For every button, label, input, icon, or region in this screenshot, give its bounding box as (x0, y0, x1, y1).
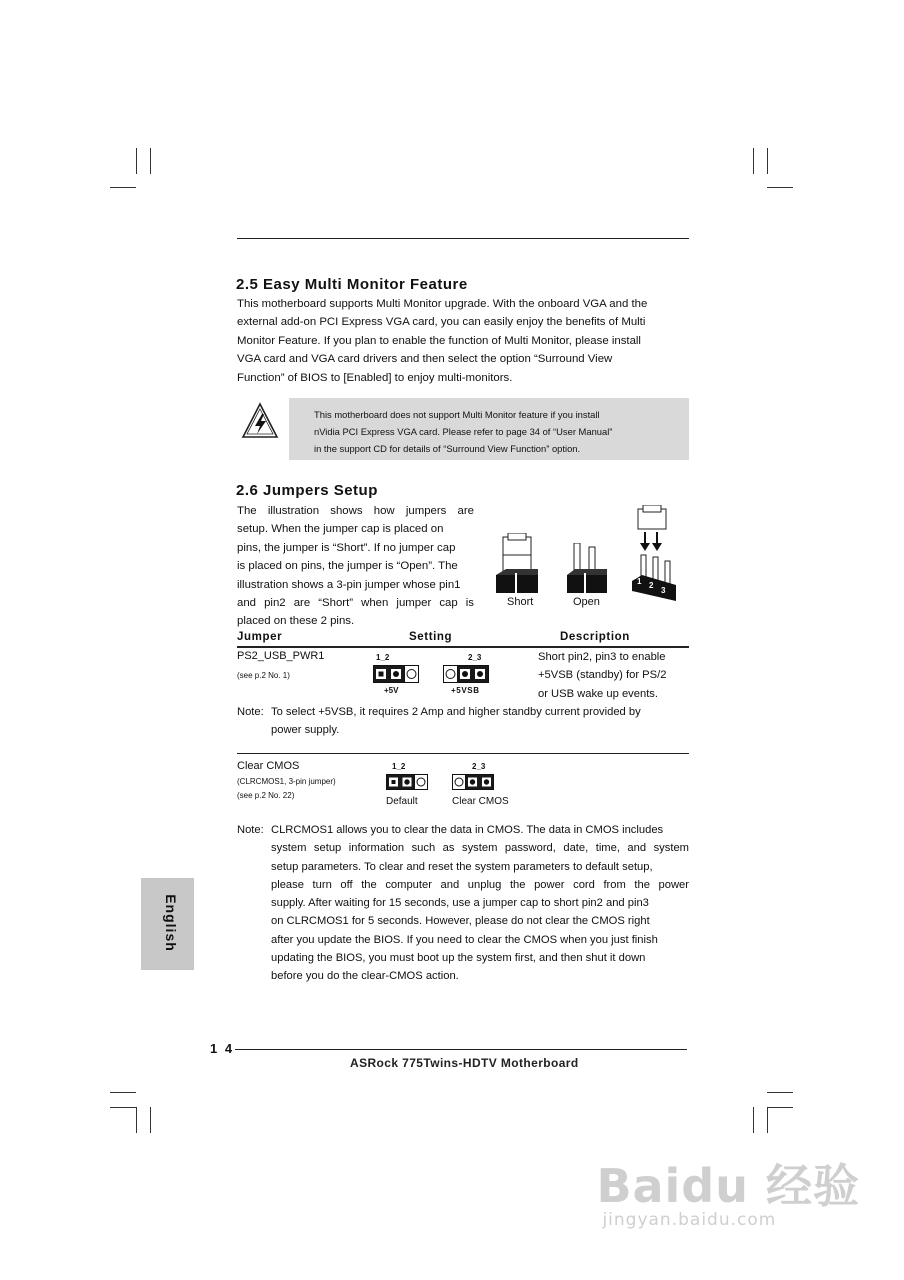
pin-range-label: 2_3 (472, 762, 486, 771)
cmos-note (271, 821, 689, 986)
note-text-line: updating the BIOS, you must boot up the system first, and then shut it down (271, 952, 646, 965)
text-line: This motherboard supports Multi Monitor upgrade. With the onboard VGA and the (237, 298, 648, 310)
top-rule (237, 238, 689, 239)
pin-range-label: 1_2 (376, 653, 390, 662)
jumper-name-ps2-usb-pwr1: PS2_USB_PWR1 (237, 650, 325, 662)
jumper-pins-2-3-ps2 (443, 665, 489, 683)
pin-range-label: 2_3 (468, 653, 482, 662)
jumper-sub-clrcmos1: (CLRCMOS1, 3-pin jumper) (237, 777, 336, 786)
description-line: +5VSB (standby) for PS/2 (538, 669, 667, 682)
warning-note-box (289, 398, 689, 460)
note-text-line: system setup information such as system password, date, time, and system (271, 842, 689, 855)
open-jumper-illustration (565, 543, 609, 597)
multi-monitor-paragraph (237, 295, 689, 387)
crop-mark (767, 1107, 793, 1108)
text-line: Monitor Feature. If you plan to enable the function of Multi Monitor, please install (237, 334, 641, 347)
crop-mark (136, 148, 137, 174)
warning-icon (240, 401, 280, 441)
crop-mark (753, 148, 754, 174)
pin-number: 1 (637, 577, 642, 586)
language-label: English (163, 894, 179, 952)
ps2-note (271, 703, 689, 740)
crop-mark (767, 148, 768, 174)
footer-title: ASRock 775Twins-HDTV Motherboard (350, 1056, 579, 1070)
jumper-pins-2-3-cmos (452, 774, 494, 790)
pin-number: 3 (661, 586, 666, 595)
row-divider (237, 753, 689, 754)
description-line: Short pin2, pin3 to enable (538, 651, 666, 663)
crop-mark (110, 1092, 136, 1093)
text-line: The illustration shows how jumpers are (237, 505, 474, 517)
page-number: 1 4 (210, 1041, 235, 1056)
text-line: pins, the jumper is “Short”. If no jumper cap (237, 541, 456, 554)
crop-mark (110, 187, 136, 188)
footer-rule (235, 1049, 687, 1050)
jumper-name-clear-cmos: Clear CMOS (237, 760, 300, 772)
note-line: This motherboard does not support Multi Monitor feature if you install (314, 409, 600, 420)
note-line: nVidia PCI Express VGA card. Please refer to page 34 of “User Manual” (314, 426, 613, 437)
crop-mark (150, 1107, 151, 1133)
setting-label-default: Default (386, 796, 418, 807)
language-side-tab (141, 878, 194, 970)
note-text-line: To select +5VSB, it requires 2 Amp and higher standby current provided by (271, 706, 641, 718)
crop-mark (767, 1092, 793, 1093)
column-header-jumper: Jumper (237, 631, 283, 643)
short-label: Short (507, 596, 534, 608)
text-line: placed on these 2 pins. (237, 615, 355, 628)
jumpers-paragraph (237, 502, 474, 631)
crop-mark (767, 1107, 768, 1133)
jumper-ref-cmos: (see p.2 No. 22) (237, 791, 295, 800)
text-line: VGA card and VGA card drivers and then select the option “Surround View (237, 353, 613, 366)
column-header-setting: Setting (409, 631, 453, 643)
three-pin-jumper-illustration (630, 505, 678, 605)
open-label: Open (573, 596, 600, 608)
crop-mark (136, 1107, 137, 1133)
note-text-line: supply. After waiting for 15 seconds, use a jumper cap to short pin2 and pin3 (271, 897, 649, 910)
crop-mark (110, 1107, 136, 1108)
cmos-note-label: Note: (237, 824, 264, 836)
setting-label-clear-cmos: Clear CMOS (452, 796, 509, 807)
note-line: in the support CD for details of “Surround View Function” option. (314, 443, 581, 454)
baidu-watermark (596, 1150, 860, 1230)
watermark-brand: Baidu 经验 (596, 1159, 860, 1213)
note-text-line: please turn off the computer and unplug the power cord from the power (271, 878, 689, 891)
text-line: setup. When the jumper cap is placed on (237, 523, 444, 536)
watermark-url: jingyan.baidu.com (602, 1210, 777, 1230)
column-header-description: Description (560, 631, 630, 643)
jumper-pins-1-2-ps2 (373, 665, 419, 683)
pin-range-label: 1_2 (392, 762, 406, 771)
note-text-line: on CLRCMOS1 for 5 seconds. However, please do not clear the CMOS right (271, 915, 650, 928)
ps2-description (538, 648, 689, 703)
text-line: external add-on PCI Express VGA card, you can easily enjoy the benefits of Multi (237, 316, 646, 329)
note-text-line: before you do the clear-CMOS action. (271, 970, 459, 983)
note-text-line: CLRCMOS1 allows you to clear the data in CMOS. The data in CMOS includes (271, 824, 664, 836)
crop-mark (753, 1107, 754, 1133)
pin-number: 2 (649, 581, 654, 590)
section-heading-jumpers: 2.6 Jumpers Setup (236, 482, 378, 499)
text-line: is placed on pins, the jumper is “Open”. The (237, 560, 458, 573)
section-heading-multi-monitor: 2.5 Easy Multi Monitor Feature (236, 276, 468, 293)
text-line: Function” of BIOS to [Enabled] to enjoy multi-monitors. (237, 371, 513, 384)
note-text-line: power supply. (271, 724, 340, 737)
pin-voltage-label: +5VSB (451, 686, 480, 695)
text-line: illustration shows a 3-pin jumper whose pin1 (237, 578, 461, 591)
jumper-pins-1-2-cmos (386, 774, 428, 790)
jumper-ref-ps2: (see p.2 No. 1) (237, 671, 290, 680)
note-text-line: after you update the BIOS. If you need to clear the CMOS when you just finish (271, 933, 658, 946)
crop-mark (767, 187, 793, 188)
ps2-note-label: Note: (237, 706, 264, 718)
text-line: and pin2 are “Short” when jumper cap is (237, 597, 474, 610)
pin-voltage-label: +5V (384, 686, 399, 695)
description-line: or USB wake up events. (538, 687, 659, 700)
short-jumper-illustration (494, 533, 540, 597)
note-text-line: setup parameters. To clear and reset the system parameters to default setup, (271, 860, 653, 873)
crop-mark (150, 148, 151, 174)
